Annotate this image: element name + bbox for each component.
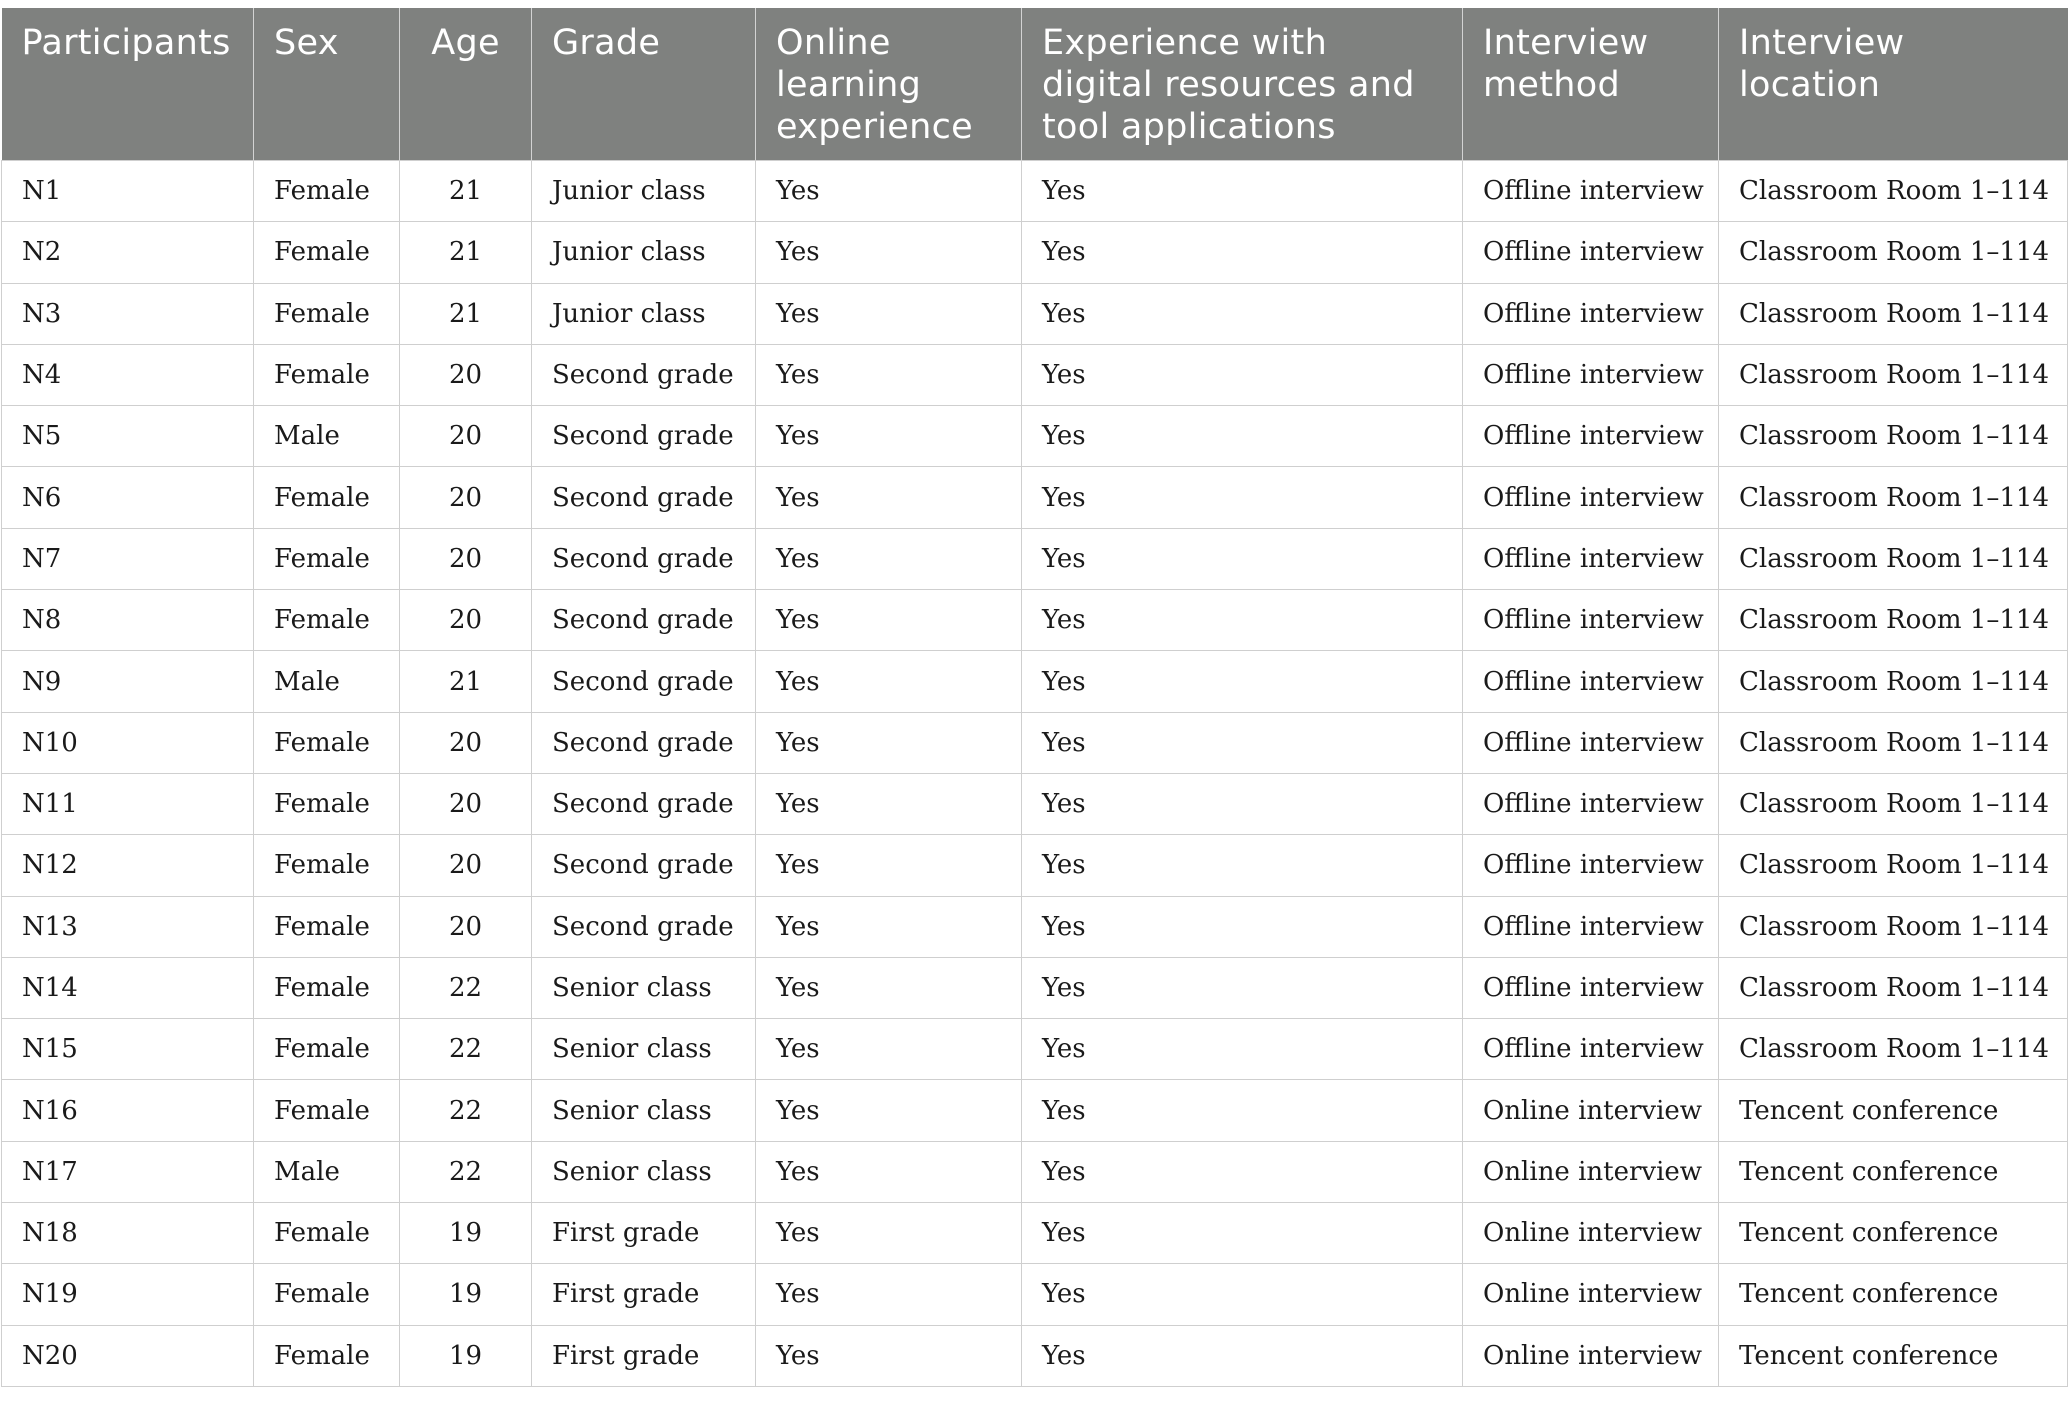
interview-location-cell: Classroom Room 1–114 bbox=[1719, 712, 2068, 773]
participant-cell: N6 bbox=[2, 467, 254, 528]
grade-cell: Junior class bbox=[532, 283, 756, 344]
sex-cell: Female bbox=[254, 1019, 400, 1080]
online-learning-cell: Yes bbox=[756, 712, 1022, 773]
table-row bbox=[2, 590, 2068, 651]
header-grade: Grade bbox=[532, 8, 756, 161]
table-row bbox=[2, 651, 2068, 712]
interview-method-cell: Offline interview bbox=[1463, 283, 1719, 344]
age-cell: 21 bbox=[400, 651, 532, 712]
sex-cell: Female bbox=[254, 590, 400, 651]
age-cell: 20 bbox=[400, 467, 532, 528]
sex-cell: Female bbox=[254, 1080, 400, 1141]
online-learning-cell: Yes bbox=[756, 1141, 1022, 1202]
grade-cell: Second grade bbox=[532, 835, 756, 896]
digital-experience-cell: Yes bbox=[1022, 1203, 1463, 1264]
interview-location-cell: Classroom Room 1–114 bbox=[1719, 896, 2068, 957]
online-learning-cell: Yes bbox=[756, 344, 1022, 405]
digital-experience-cell: Yes bbox=[1022, 467, 1463, 528]
interview-method-cell: Offline interview bbox=[1463, 344, 1719, 405]
participant-cell: N19 bbox=[2, 1264, 254, 1325]
grade-cell: Senior class bbox=[532, 1080, 756, 1141]
interview-location-cell: Classroom Room 1–114 bbox=[1719, 651, 2068, 712]
age-cell: 20 bbox=[400, 344, 532, 405]
table-row bbox=[2, 835, 2068, 896]
interview-location-cell: Classroom Room 1–114 bbox=[1719, 283, 2068, 344]
online-learning-cell: Yes bbox=[756, 957, 1022, 1018]
sex-cell: Male bbox=[254, 1141, 400, 1202]
table-container bbox=[0, 8, 2068, 1387]
interview-method-cell: Offline interview bbox=[1463, 161, 1719, 222]
interview-method-cell: Online interview bbox=[1463, 1264, 1719, 1325]
grade-cell: Second grade bbox=[532, 896, 756, 957]
interview-method-cell: Offline interview bbox=[1463, 896, 1719, 957]
participant-cell: N16 bbox=[2, 1080, 254, 1141]
online-learning-cell: Yes bbox=[756, 1325, 1022, 1386]
interview-method-cell: Offline interview bbox=[1463, 712, 1719, 773]
online-learning-cell: Yes bbox=[756, 773, 1022, 834]
participant-cell: N14 bbox=[2, 957, 254, 1018]
age-cell: 20 bbox=[400, 406, 532, 467]
interview-method-cell: Online interview bbox=[1463, 1141, 1719, 1202]
digital-experience-cell: Yes bbox=[1022, 957, 1463, 1018]
online-learning-cell: Yes bbox=[756, 283, 1022, 344]
interview-location-cell: Classroom Room 1–114 bbox=[1719, 344, 2068, 405]
grade-cell: Second grade bbox=[532, 528, 756, 589]
interview-location-cell: Classroom Room 1–114 bbox=[1719, 528, 2068, 589]
digital-experience-cell: Yes bbox=[1022, 1019, 1463, 1080]
table-row bbox=[2, 1019, 2068, 1080]
online-learning-cell: Yes bbox=[756, 1264, 1022, 1325]
interview-location-cell: Classroom Room 1–114 bbox=[1719, 406, 2068, 467]
digital-experience-cell: Yes bbox=[1022, 222, 1463, 283]
header-participants: Participants bbox=[2, 8, 254, 161]
table-row bbox=[2, 406, 2068, 467]
sex-cell: Female bbox=[254, 835, 400, 896]
participant-cell: N3 bbox=[2, 283, 254, 344]
table-row bbox=[2, 161, 2068, 222]
grade-cell: Second grade bbox=[532, 773, 756, 834]
participant-cell: N13 bbox=[2, 896, 254, 957]
age-cell: 20 bbox=[400, 773, 532, 834]
digital-experience-cell: Yes bbox=[1022, 283, 1463, 344]
participant-cell: N8 bbox=[2, 590, 254, 651]
participant-cell: N20 bbox=[2, 1325, 254, 1386]
header-sex: Sex bbox=[254, 8, 400, 161]
online-learning-cell: Yes bbox=[756, 406, 1022, 467]
digital-experience-cell: Yes bbox=[1022, 1141, 1463, 1202]
interview-location-cell: Tencent conference bbox=[1719, 1325, 2068, 1386]
table-row bbox=[2, 528, 2068, 589]
grade-cell: Second grade bbox=[532, 406, 756, 467]
online-learning-cell: Yes bbox=[756, 590, 1022, 651]
age-cell: 21 bbox=[400, 283, 532, 344]
age-cell: 19 bbox=[400, 1264, 532, 1325]
table-row bbox=[2, 957, 2068, 1018]
interview-method-cell: Offline interview bbox=[1463, 773, 1719, 834]
digital-experience-cell: Yes bbox=[1022, 1264, 1463, 1325]
participant-cell: N10 bbox=[2, 712, 254, 773]
grade-cell: Second grade bbox=[532, 651, 756, 712]
interview-method-cell: Online interview bbox=[1463, 1325, 1719, 1386]
interview-location-cell: Tencent conference bbox=[1719, 1141, 2068, 1202]
header-age: Age bbox=[400, 8, 532, 161]
digital-experience-cell: Yes bbox=[1022, 161, 1463, 222]
interview-location-cell: Classroom Room 1–114 bbox=[1719, 957, 2068, 1018]
sex-cell: Female bbox=[254, 222, 400, 283]
participant-cell: N9 bbox=[2, 651, 254, 712]
interview-location-cell: Classroom Room 1–114 bbox=[1719, 467, 2068, 528]
header-interview-location: Interview location bbox=[1719, 8, 2068, 161]
sex-cell: Female bbox=[254, 957, 400, 1018]
table-row bbox=[2, 222, 2068, 283]
digital-experience-cell: Yes bbox=[1022, 1080, 1463, 1141]
sex-cell: Female bbox=[254, 1325, 400, 1386]
interview-method-cell: Offline interview bbox=[1463, 406, 1719, 467]
interview-location-cell: Tencent conference bbox=[1719, 1080, 2068, 1141]
interview-location-cell: Classroom Room 1–114 bbox=[1719, 590, 2068, 651]
interview-location-cell: Classroom Room 1–114 bbox=[1719, 1019, 2068, 1080]
online-learning-cell: Yes bbox=[756, 1203, 1022, 1264]
age-cell: 20 bbox=[400, 590, 532, 651]
age-cell: 20 bbox=[400, 712, 532, 773]
digital-experience-cell: Yes bbox=[1022, 406, 1463, 467]
participant-cell: N1 bbox=[2, 161, 254, 222]
interview-method-cell: Offline interview bbox=[1463, 222, 1719, 283]
online-learning-cell: Yes bbox=[756, 896, 1022, 957]
table-row bbox=[2, 467, 2068, 528]
sex-cell: Female bbox=[254, 161, 400, 222]
online-learning-cell: Yes bbox=[756, 835, 1022, 896]
grade-cell: First grade bbox=[532, 1325, 756, 1386]
sex-cell: Female bbox=[254, 1203, 400, 1264]
online-learning-cell: Yes bbox=[756, 1019, 1022, 1080]
participant-cell: N17 bbox=[2, 1141, 254, 1202]
age-cell: 19 bbox=[400, 1203, 532, 1264]
interview-location-cell: Classroom Room 1–114 bbox=[1719, 222, 2068, 283]
interview-location-cell: Tencent conference bbox=[1719, 1264, 2068, 1325]
participants-table bbox=[1, 8, 2068, 1387]
age-cell: 22 bbox=[400, 1080, 532, 1141]
digital-experience-cell: Yes bbox=[1022, 712, 1463, 773]
age-cell: 22 bbox=[400, 957, 532, 1018]
table-row bbox=[2, 896, 2068, 957]
age-cell: 20 bbox=[400, 528, 532, 589]
online-learning-cell: Yes bbox=[756, 528, 1022, 589]
table-row bbox=[2, 1264, 2068, 1325]
interview-method-cell: Offline interview bbox=[1463, 467, 1719, 528]
table-row bbox=[2, 1080, 2068, 1141]
participant-cell: N18 bbox=[2, 1203, 254, 1264]
grade-cell: Junior class bbox=[532, 161, 756, 222]
interview-method-cell: Offline interview bbox=[1463, 651, 1719, 712]
digital-experience-cell: Yes bbox=[1022, 896, 1463, 957]
grade-cell: Second grade bbox=[532, 712, 756, 773]
sex-cell: Female bbox=[254, 896, 400, 957]
interview-location-cell: Classroom Room 1–114 bbox=[1719, 773, 2068, 834]
digital-experience-cell: Yes bbox=[1022, 344, 1463, 405]
age-cell: 22 bbox=[400, 1141, 532, 1202]
table-row bbox=[2, 773, 2068, 834]
participant-cell: N4 bbox=[2, 344, 254, 405]
participant-cell: N5 bbox=[2, 406, 254, 467]
grade-cell: Second grade bbox=[532, 590, 756, 651]
sex-cell: Female bbox=[254, 773, 400, 834]
header-online-learning-experience: Online learning experience bbox=[756, 8, 1022, 161]
digital-experience-cell: Yes bbox=[1022, 590, 1463, 651]
online-learning-cell: Yes bbox=[756, 651, 1022, 712]
interview-location-cell: Classroom Room 1–114 bbox=[1719, 161, 2068, 222]
grade-cell: Second grade bbox=[532, 344, 756, 405]
interview-location-cell: Tencent conference bbox=[1719, 1203, 2068, 1264]
age-cell: 21 bbox=[400, 222, 532, 283]
sex-cell: Female bbox=[254, 283, 400, 344]
interview-method-cell: Online interview bbox=[1463, 1080, 1719, 1141]
table-row bbox=[2, 1141, 2068, 1202]
grade-cell: Second grade bbox=[532, 467, 756, 528]
interview-method-cell: Offline interview bbox=[1463, 957, 1719, 1018]
interview-location-cell: Classroom Room 1–114 bbox=[1719, 835, 2068, 896]
grade-cell: First grade bbox=[532, 1264, 756, 1325]
participant-cell: N2 bbox=[2, 222, 254, 283]
table-body bbox=[2, 161, 2068, 1387]
sex-cell: Female bbox=[254, 528, 400, 589]
sex-cell: Male bbox=[254, 651, 400, 712]
sex-cell: Female bbox=[254, 344, 400, 405]
digital-experience-cell: Yes bbox=[1022, 1325, 1463, 1386]
grade-cell: Senior class bbox=[532, 1019, 756, 1080]
header-row bbox=[2, 8, 2068, 161]
digital-experience-cell: Yes bbox=[1022, 835, 1463, 896]
sex-cell: Female bbox=[254, 467, 400, 528]
age-cell: 19 bbox=[400, 1325, 532, 1386]
participant-cell: N15 bbox=[2, 1019, 254, 1080]
interview-method-cell: Offline interview bbox=[1463, 528, 1719, 589]
online-learning-cell: Yes bbox=[756, 161, 1022, 222]
table-header bbox=[2, 8, 2068, 161]
header-digital-experience: Experience with digital resources and tool applications bbox=[1022, 8, 1463, 161]
digital-experience-cell: Yes bbox=[1022, 773, 1463, 834]
table-row bbox=[2, 712, 2068, 773]
grade-cell: Senior class bbox=[532, 957, 756, 1018]
online-learning-cell: Yes bbox=[756, 222, 1022, 283]
age-cell: 21 bbox=[400, 161, 532, 222]
grade-cell: Senior class bbox=[532, 1141, 756, 1202]
digital-experience-cell: Yes bbox=[1022, 528, 1463, 589]
sex-cell: Male bbox=[254, 406, 400, 467]
sex-cell: Female bbox=[254, 712, 400, 773]
interview-method-cell: Offline interview bbox=[1463, 835, 1719, 896]
online-learning-cell: Yes bbox=[756, 467, 1022, 528]
interview-method-cell: Offline interview bbox=[1463, 590, 1719, 651]
grade-cell: Junior class bbox=[532, 222, 756, 283]
digital-experience-cell: Yes bbox=[1022, 651, 1463, 712]
age-cell: 20 bbox=[400, 896, 532, 957]
sex-cell: Female bbox=[254, 1264, 400, 1325]
interview-method-cell: Offline interview bbox=[1463, 1019, 1719, 1080]
participant-cell: N11 bbox=[2, 773, 254, 834]
table-row bbox=[2, 1203, 2068, 1264]
participant-cell: N7 bbox=[2, 528, 254, 589]
online-learning-cell: Yes bbox=[756, 1080, 1022, 1141]
participant-cell: N12 bbox=[2, 835, 254, 896]
age-cell: 22 bbox=[400, 1019, 532, 1080]
header-interview-method: Interview method bbox=[1463, 8, 1719, 161]
table-row bbox=[2, 1325, 2068, 1386]
interview-method-cell: Online interview bbox=[1463, 1203, 1719, 1264]
table-row bbox=[2, 283, 2068, 344]
age-cell: 20 bbox=[400, 835, 532, 896]
table-row bbox=[2, 344, 2068, 405]
grade-cell: First grade bbox=[532, 1203, 756, 1264]
